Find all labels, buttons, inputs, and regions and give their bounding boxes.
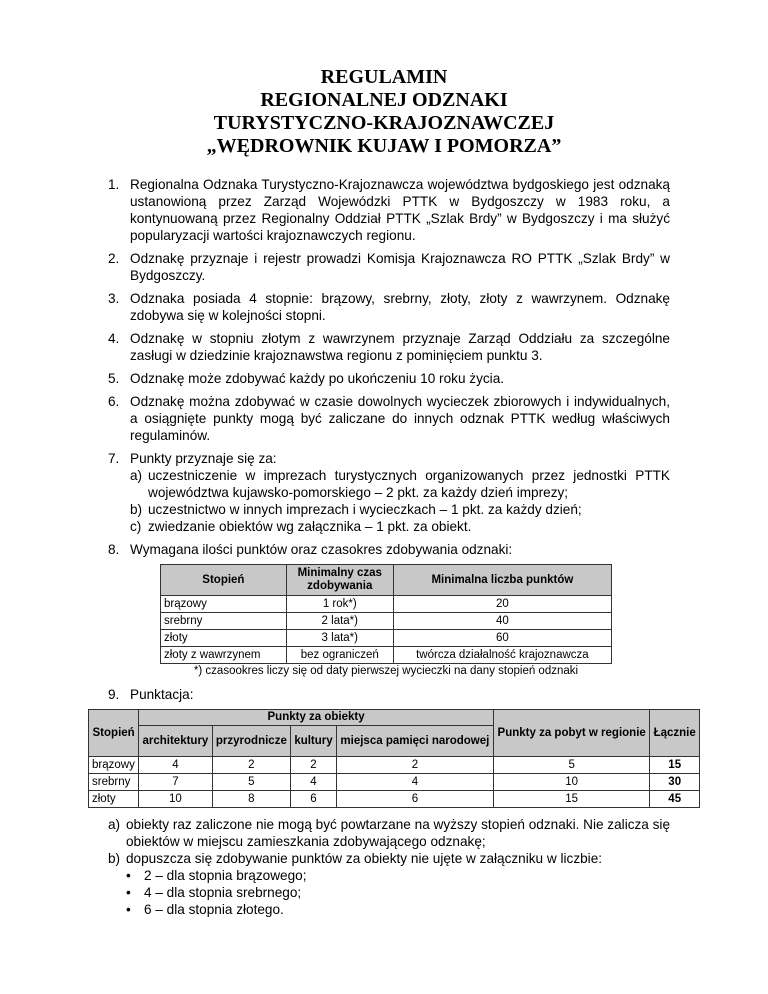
sub-letter: c) bbox=[130, 519, 142, 534]
item-text: Regionalna Odznaka Turystyczno-Krajoznawcza województwa bydgoskiego jest odznaką ustanowioną przez Zarząd Wojewódzki PTTK w Bydgoszczy w 1983 roku, a kontynuowaną przez Regionalny Oddział PTTK „Szlak Brdy” w Bydgoszczy i ma służyć popularyzacji wartości krajoznawczych regionu. bbox=[130, 177, 670, 243]
header-cell: architektury bbox=[139, 726, 212, 757]
list-item bbox=[108, 541, 670, 558]
list-item bbox=[108, 450, 670, 535]
item-text: Odznakę przyznaje i rejestr prowadzi Komisja Krajoznawcza RO PTTK „Szlak Brdy” w Bydgoszczy. bbox=[130, 251, 670, 283]
item-text: Odznaka posiada 4 stopnie: brązowy, srebrny, złoty, złoty z wawrzynem. Odznakę zdobywa się w kolejności stopni. bbox=[130, 291, 670, 323]
table-row bbox=[161, 596, 612, 613]
table-cell: 2 bbox=[291, 757, 337, 774]
table-cell: brązowy bbox=[89, 757, 139, 774]
table-cell: 6 bbox=[336, 791, 493, 808]
table-cell: 7 bbox=[139, 774, 212, 791]
title-line: TURYSTYCZNO-KRAJOZNAWCZEJ bbox=[213, 112, 555, 134]
table-cell: 4 bbox=[139, 757, 212, 774]
header-cell: Stopień bbox=[161, 565, 287, 596]
table-cell: 15 bbox=[493, 791, 649, 808]
sub-letter: a) bbox=[108, 817, 121, 832]
title-line: „WĘDROWNIK KUJAW I POMORZA” bbox=[206, 135, 562, 157]
item-text: Punkty przyznaje się za: bbox=[130, 451, 277, 466]
header-cell: kultury bbox=[291, 726, 337, 757]
item-number: 1. bbox=[108, 177, 120, 192]
list-item bbox=[108, 176, 670, 244]
table-cell: 8 bbox=[212, 791, 291, 808]
table-cell: 10 bbox=[139, 791, 212, 808]
item-number: 4. bbox=[108, 331, 120, 346]
table-note: *) czasookres liczy się od daty pierwszej wycieczki na dany stopień odznaki bbox=[193, 665, 579, 677]
sub-item bbox=[130, 501, 670, 518]
table-cell: 4 bbox=[291, 774, 337, 791]
table-cell: złoty bbox=[89, 791, 139, 808]
document-title bbox=[0, 66, 768, 158]
header-cell: Stopień bbox=[89, 710, 139, 757]
header-cell: Łącznie bbox=[650, 710, 700, 757]
table-row bbox=[89, 757, 700, 774]
sub-text: uczestniczenie w imprezach turystycznych organizowanych przez jednostki PTTK województwa kujawsko-pomorskiego – 2 pkt. za każdy dzień imprezy; bbox=[148, 468, 670, 500]
table-cell: 1 rok*) bbox=[286, 596, 393, 613]
table-cell: srebrny bbox=[89, 774, 139, 791]
item-text: Odznakę w stopniu złotym z wawrzynem przyznaje Zarząd Oddziału za szczególne zasługi w dziedzinie krajoznawstwa regionu z pominięciem punktu 3. bbox=[130, 331, 670, 363]
sub-text: obiekty raz zaliczone nie mogą być powtarzane na wyższy stopień odznaki. Nie zalicza się obiektów w miejscu zamieszkania zdobywającego odznakę; bbox=[126, 817, 671, 849]
scoring-notes bbox=[108, 816, 670, 918]
table-cell: 40 bbox=[393, 613, 611, 630]
item-text: Odznakę może zdobywać każdy po ukończeniu 10 roku życia. bbox=[130, 371, 505, 386]
sub-letter: b) bbox=[130, 502, 143, 517]
sub-letter: a) bbox=[130, 468, 143, 483]
item-text: Wymagana ilości punktów oraz czasokres zdobywania odznaki: bbox=[130, 542, 513, 557]
item-number: 3. bbox=[108, 291, 120, 306]
table-cell: brązowy bbox=[161, 596, 287, 613]
table-cell: 45 bbox=[650, 791, 700, 808]
table-cell: 10 bbox=[493, 774, 649, 791]
list-item bbox=[108, 393, 670, 444]
table-cell: 20 bbox=[393, 596, 611, 613]
list-item bbox=[108, 250, 670, 284]
title-line: REGIONALNEJ ODZNAKI bbox=[260, 89, 508, 111]
table-cell: bez ograniczeń bbox=[286, 647, 393, 664]
table-cell: 5 bbox=[493, 757, 649, 774]
header-cell: Minimalna liczba punktów bbox=[393, 565, 611, 596]
sub-letter: b) bbox=[108, 851, 121, 866]
item-number: 9. bbox=[108, 687, 120, 702]
title-line: REGULAMIN bbox=[320, 66, 448, 88]
bullet-item bbox=[108, 884, 670, 901]
sub-item bbox=[130, 518, 670, 535]
list-item bbox=[108, 330, 670, 364]
table-row bbox=[161, 613, 612, 630]
table-row bbox=[161, 630, 612, 647]
sub-item bbox=[130, 467, 670, 501]
table-cell: twórcza działalność krajoznawcza bbox=[393, 647, 611, 664]
table-cell: 30 bbox=[650, 774, 700, 791]
scoring-table bbox=[88, 709, 700, 808]
list-item bbox=[108, 370, 670, 387]
sub-text: dopuszcza się zdobywanie punktów za obiekty nie ujęte w załączniku w liczbie: bbox=[126, 851, 603, 866]
header-cell: Punkty za obiekty bbox=[139, 710, 494, 726]
item-text: Punktacja: bbox=[130, 687, 194, 702]
bullet-icon: • bbox=[126, 868, 131, 883]
sub-item bbox=[108, 816, 670, 850]
list-item-9 bbox=[108, 686, 670, 703]
sub-item bbox=[108, 850, 670, 867]
table-row bbox=[161, 647, 612, 664]
item-number: 5. bbox=[108, 371, 120, 386]
header-cell: Minimalny czas zdobywania bbox=[286, 565, 393, 596]
table-cell: 15 bbox=[650, 757, 700, 774]
item-number: 2. bbox=[108, 251, 120, 266]
table-cell: 60 bbox=[393, 630, 611, 647]
header-cell: Punkty za pobyt w regionie bbox=[493, 710, 649, 757]
item-text: Odznakę można zdobywać w czasie dowolnych wycieczek zbiorowych i indywidualnych, a osiągnięte punkty mogą być zaliczane do innych odznak PTTK według właściwych regulaminów. bbox=[130, 394, 670, 443]
bullet-icon: • bbox=[126, 885, 131, 900]
table-cell: 2 bbox=[212, 757, 291, 774]
item-number: 7. bbox=[108, 451, 120, 466]
list-item bbox=[108, 290, 670, 324]
table-cell: 5 bbox=[212, 774, 291, 791]
item-number: 6. bbox=[108, 394, 120, 409]
table-cell: 2 bbox=[336, 757, 493, 774]
sub-text: uczestnictwo w innych imprezach i wycieczkach – 1 pkt. za każdy dzień; bbox=[148, 502, 582, 517]
document-body bbox=[92, 176, 696, 918]
bullet-text: 2 – dla stopnia brązowego; bbox=[144, 868, 307, 883]
table-cell: 4 bbox=[336, 774, 493, 791]
requirements-table bbox=[160, 564, 612, 664]
header-cell: miejsca pamięci narodowej bbox=[336, 726, 493, 757]
bullet-icon: • bbox=[126, 902, 131, 917]
table-cell: złoty bbox=[161, 630, 287, 647]
table-cell: złoty z wawrzynem bbox=[161, 647, 287, 664]
item-number: 8. bbox=[108, 542, 120, 557]
bullet-item bbox=[108, 867, 670, 884]
header-cell: przyrodnicze bbox=[212, 726, 291, 757]
table-cell: 2 lata*) bbox=[286, 613, 393, 630]
sub-text: zwiedzanie obiektów wg załącznika – 1 pkt. za obiekt. bbox=[148, 519, 472, 534]
bullet-text: 4 – dla stopnia srebrnego; bbox=[144, 885, 302, 900]
bullet-text: 6 – dla stopnia złotego. bbox=[144, 902, 284, 917]
table-row bbox=[89, 791, 700, 808]
bullet-item bbox=[108, 901, 670, 918]
table-cell: 6 bbox=[291, 791, 337, 808]
table-cell: 3 lata*) bbox=[286, 630, 393, 647]
table-cell: srebrny bbox=[161, 613, 287, 630]
table-row bbox=[89, 774, 700, 791]
